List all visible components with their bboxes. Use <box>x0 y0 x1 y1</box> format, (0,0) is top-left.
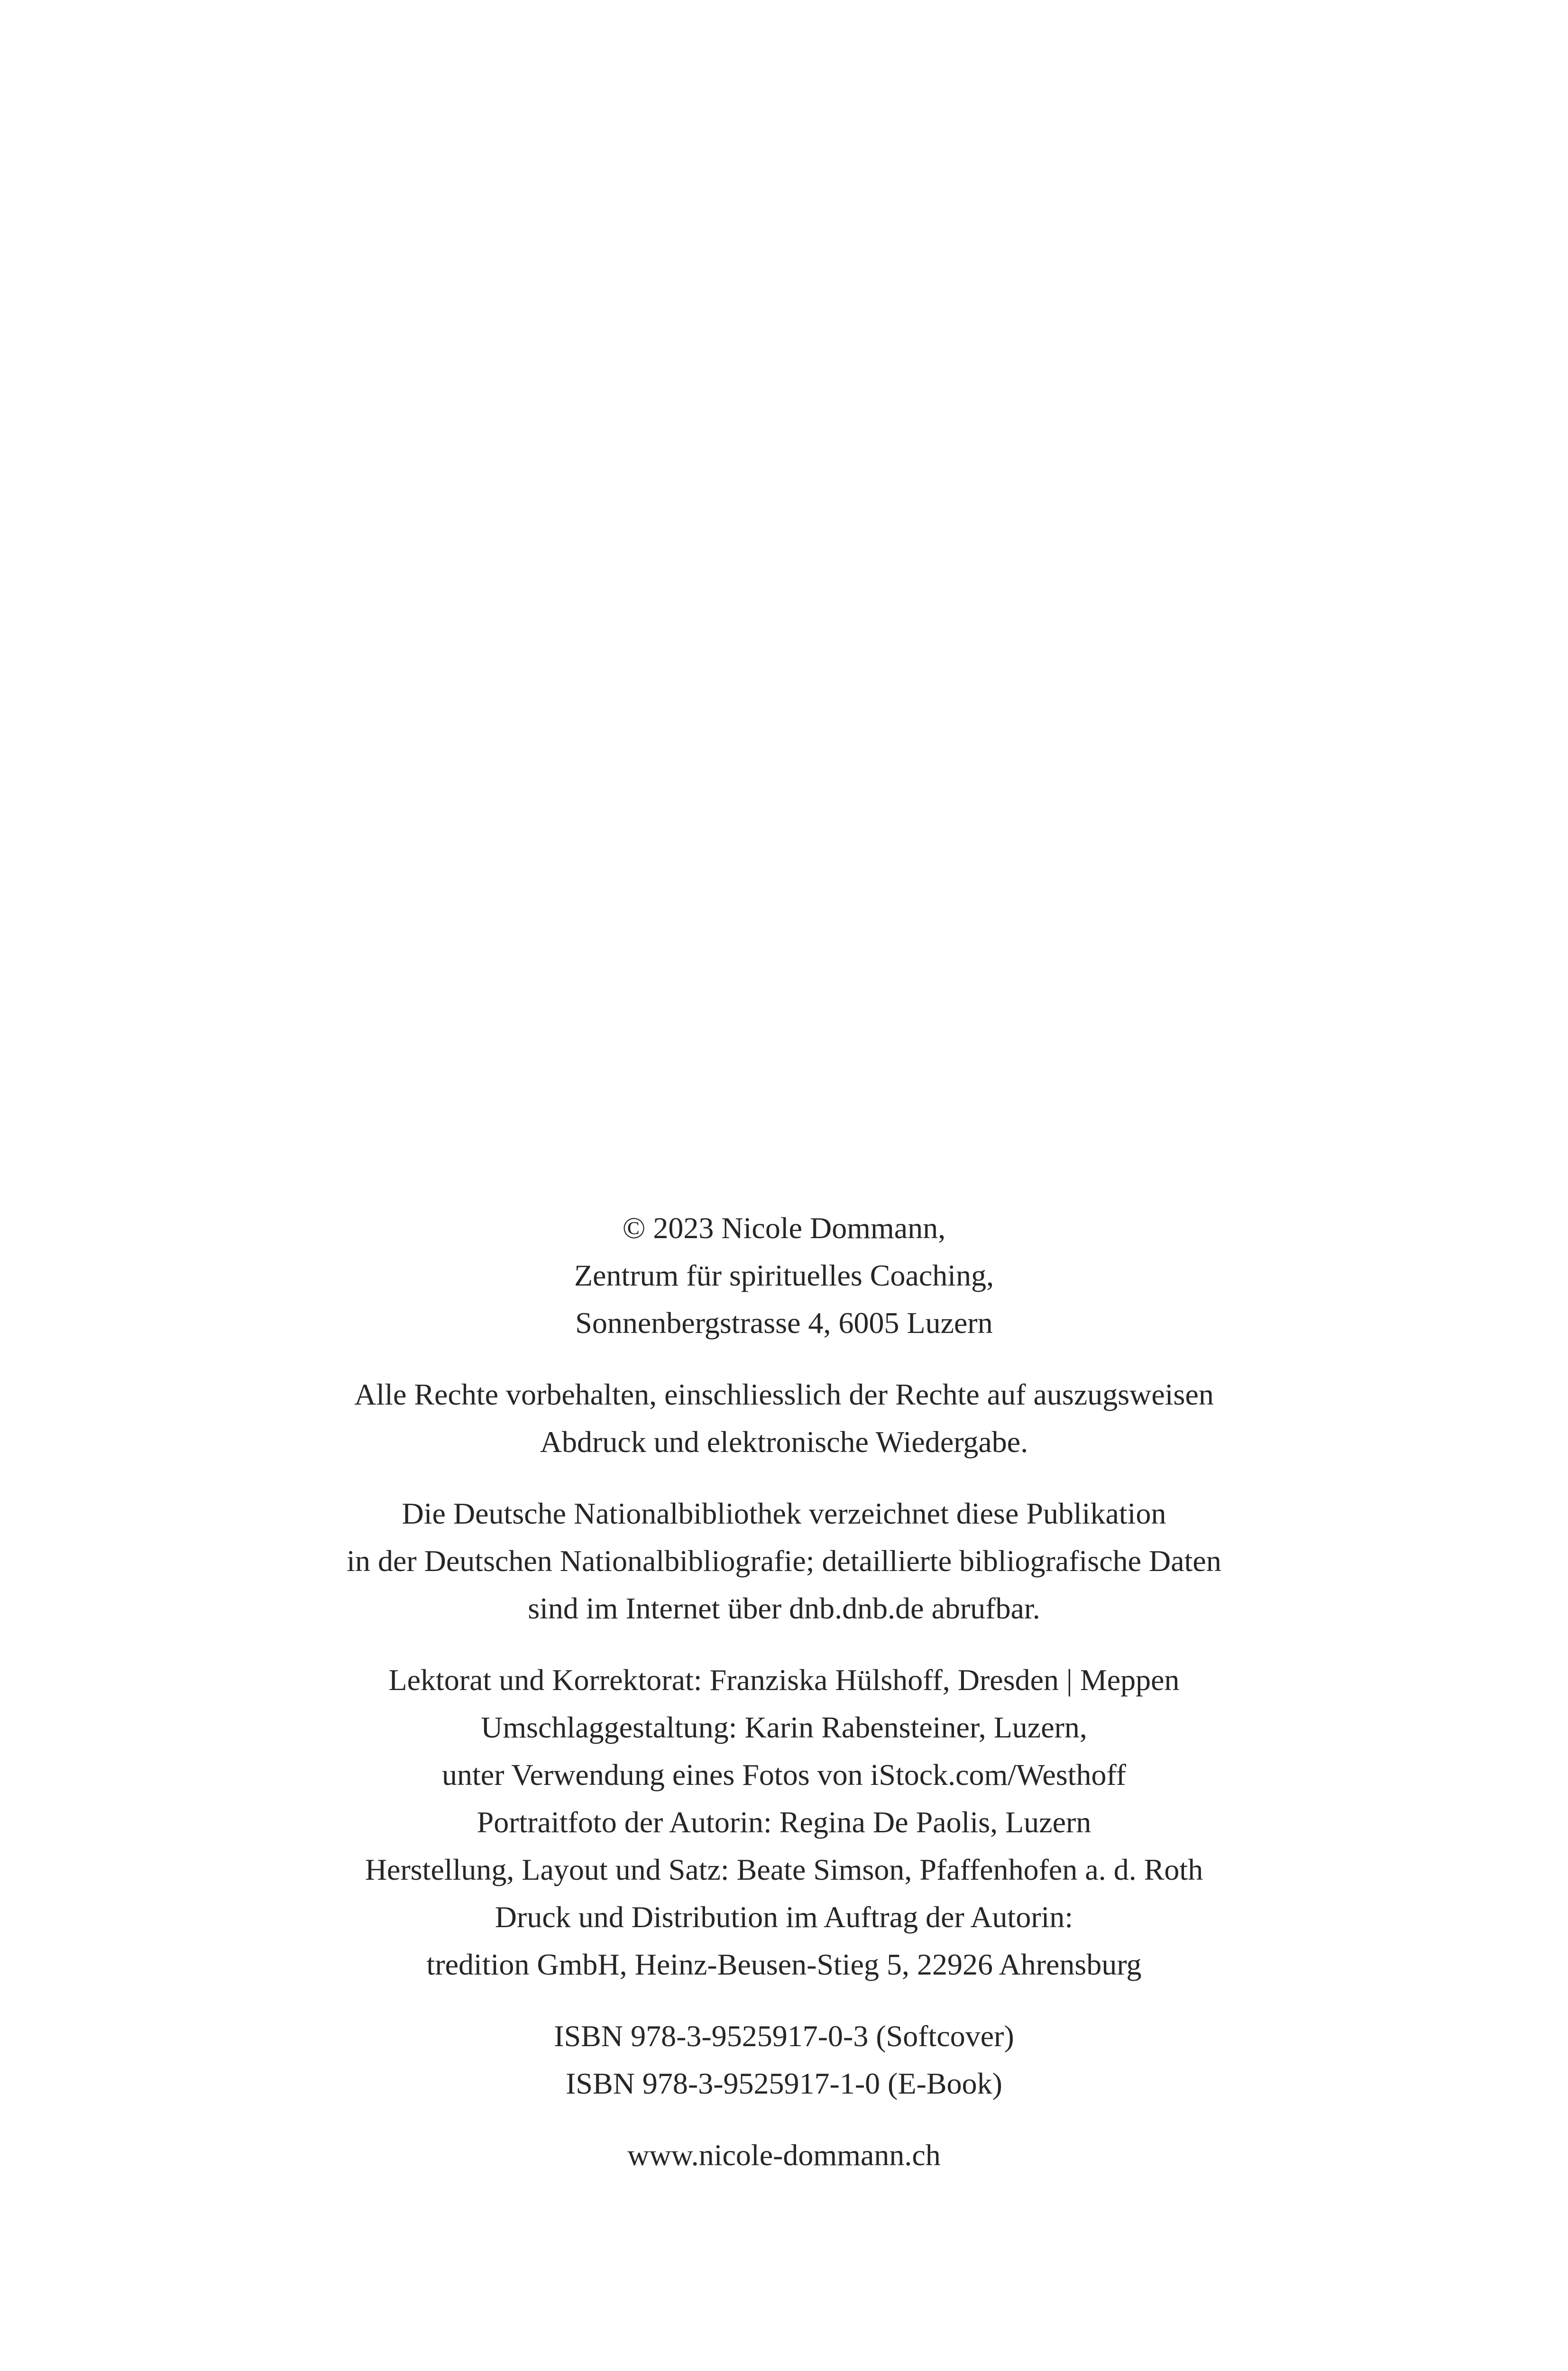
isbn-softcover: ISBN 978-3-9525917-0-3 (Softcover) <box>554 2019 1014 2053</box>
dnb-line: sind im Internet über dnb.dnb.de abrufbar. <box>528 1591 1040 1625</box>
credit-production: Herstellung, Layout und Satz: Beate Simson, Pfaffenhofen a. d. Roth <box>365 1853 1203 1886</box>
isbn-ebook: ISBN 978-3-9525917-1-0 (E-Book) <box>566 2067 1002 2100</box>
dnb-block <box>0 1490 1568 1632</box>
dnb-line: Die Deutsche Nationalbibliothek verzeichnet diese Publikation <box>402 1497 1166 1530</box>
rights-line: Alle Rechte vorbehalten, einschliesslich der Rechte auf auszugsweisen <box>354 1378 1214 1411</box>
credit-distributor-address: tredition GmbH, Heinz-Beusen-Stieg 5, 22926 Ahrensburg <box>426 1948 1142 1981</box>
isbn-block <box>0 2013 1568 2107</box>
rights-block <box>0 1371 1568 1466</box>
copyright-line: © 2023 Nicole Dommann, <box>622 1211 946 1245</box>
publisher-address: Sonnenbergstrasse 4, 6005 Luzern <box>575 1306 993 1340</box>
dnb-line: in der Deutschen Nationalbibliografie; detaillierte bibliografische Daten <box>347 1544 1221 1578</box>
credit-distribution: Druck und Distribution im Auftrag der Autorin: <box>495 1900 1073 1934</box>
credit-cover-photo: unter Verwendung eines Fotos von iStock.com/Westhoff <box>442 1758 1126 1792</box>
publisher-name: Zentrum für spirituelles Coaching, <box>574 1259 994 1292</box>
copyright-block <box>0 1204 1568 1347</box>
website-url: www.nicole-dommann.ch <box>627 2138 941 2172</box>
website-block <box>0 2132 1568 2179</box>
credit-portrait-photo: Portraitfoto der Autorin: Regina De Paolis, Luzern <box>477 1805 1091 1839</box>
imprint-page <box>0 1204 1568 2179</box>
rights-line: Abdruck und elektronische Wiedergabe. <box>540 1425 1028 1459</box>
credits-block <box>0 1656 1568 1988</box>
credit-cover-design: Umschlaggestaltung: Karin Rabensteiner, Luzern, <box>481 1710 1087 1744</box>
credit-editing: Lektorat und Korrektorat: Franziska Hülshoff, Dresden | Meppen <box>388 1663 1180 1697</box>
